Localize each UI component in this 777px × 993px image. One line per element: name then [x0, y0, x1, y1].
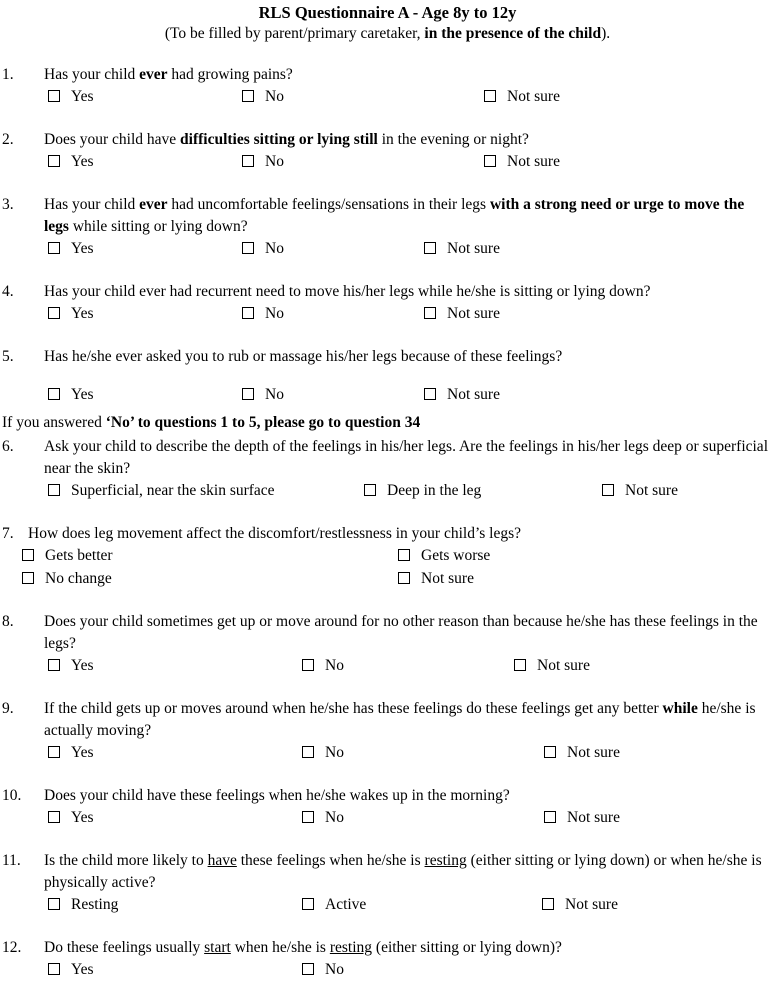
option-label: No — [265, 305, 284, 322]
text-segment: while sitting or lying down? — [68, 218, 248, 235]
option-label: No — [265, 386, 284, 403]
checkbox[interactable] — [48, 898, 60, 910]
checkbox-option-no[interactable] — [242, 240, 284, 258]
question-row — [2, 698, 773, 742]
checkbox[interactable] — [48, 659, 60, 671]
option-label: Not sure — [447, 305, 500, 322]
checkbox-option-yes[interactable] — [48, 657, 94, 675]
question-row — [2, 937, 773, 959]
question-7 — [2, 523, 773, 591]
options-row — [2, 655, 773, 678]
checkbox[interactable] — [364, 484, 376, 496]
checkbox-option-yes[interactable] — [48, 961, 94, 979]
text-segment: If the child gets up or moves around when he/she has these feelings do these feelings get any better — [44, 700, 663, 717]
checkbox[interactable] — [48, 746, 60, 758]
question-11 — [2, 850, 773, 917]
checkbox-option-resting[interactable] — [48, 896, 118, 914]
text-segment: (To be filled by parent/primary caretaker, — [164, 25, 425, 42]
checkbox[interactable] — [484, 155, 496, 167]
checkbox[interactable] — [424, 242, 436, 254]
text-segment: when he/she is — [230, 939, 330, 956]
text-segment: ever — [139, 66, 168, 83]
question-row — [2, 850, 773, 894]
question-number: 11. — [2, 852, 21, 869]
text-segment: in the evening or night? — [377, 131, 529, 148]
option-label: Resting — [71, 896, 119, 913]
checkbox[interactable] — [302, 963, 314, 975]
checkbox-option-not-sure[interactable] — [484, 88, 560, 106]
checkbox[interactable] — [242, 90, 254, 102]
checkbox[interactable] — [602, 484, 614, 496]
checkbox[interactable] — [398, 572, 410, 584]
question-9 — [2, 698, 773, 765]
question-number: 2. — [2, 131, 14, 148]
option-label: Not sure — [447, 240, 500, 257]
checkbox-option-yes[interactable] — [48, 305, 94, 323]
option-label: No change — [45, 570, 112, 587]
checkbox[interactable] — [48, 484, 60, 496]
question-number: 3. — [2, 196, 14, 213]
checkbox[interactable] — [48, 90, 60, 102]
text-segment: with a strong need or urge to move the legs — [44, 196, 745, 235]
option-label: Not sure — [507, 153, 560, 170]
question-text — [44, 850, 773, 894]
checkbox-option-not-sure[interactable] — [514, 657, 590, 675]
options-row — [2, 384, 773, 407]
checkbox-option-gets-worse[interactable] — [398, 547, 490, 565]
question-text — [44, 785, 773, 807]
checkbox[interactable] — [544, 746, 556, 758]
question-10 — [2, 785, 773, 830]
text-segment: ‘No’ to questions 1 to 5, please go to question 34 — [105, 414, 421, 431]
checkbox-option-yes[interactable] — [48, 809, 94, 827]
text-segment: Does your child sometimes get up or move around for no other reason than because he/she has these feelings in the legs? — [44, 613, 758, 652]
checkbox-option-not-sure[interactable] — [484, 153, 560, 171]
question-text — [44, 281, 773, 303]
text-segment: these feelings when he/she is — [236, 852, 425, 869]
question-number: 10. — [2, 787, 22, 804]
option-label: No — [265, 88, 284, 105]
option-label: Yes — [71, 153, 94, 170]
option-label: Active — [325, 896, 367, 913]
text-segment: If you answered — [2, 414, 106, 431]
checkbox-option-not-sure[interactable] — [544, 809, 620, 827]
option-label: Gets worse — [421, 547, 491, 564]
checkbox[interactable] — [48, 155, 60, 167]
text-segment: in the presence of the child — [424, 25, 602, 42]
options-row — [2, 568, 773, 591]
checkbox[interactable] — [544, 811, 556, 823]
question-4 — [2, 281, 773, 326]
checkbox[interactable] — [424, 388, 436, 400]
options-row — [2, 238, 773, 261]
checkbox-option-no-change[interactable] — [22, 570, 112, 588]
text-segment: ever — [139, 196, 168, 213]
option-label: No — [265, 153, 284, 170]
checkbox[interactable] — [48, 963, 60, 975]
option-label: Not sure — [625, 482, 678, 499]
question-row — [2, 611, 773, 655]
checkbox[interactable] — [48, 242, 60, 254]
checkbox[interactable] — [514, 659, 526, 671]
text-segment: Has he/she ever asked you to rub or massage his/her legs because of these feelings? — [44, 348, 563, 365]
options-row — [2, 480, 773, 503]
question-text — [44, 129, 773, 151]
checkbox-option-no[interactable] — [242, 153, 284, 171]
checkbox[interactable] — [242, 242, 254, 254]
checkbox-option-no[interactable] — [302, 744, 344, 762]
option-label: Not sure — [567, 809, 620, 826]
options-row — [2, 303, 773, 326]
question-text — [44, 698, 773, 742]
checkbox[interactable] — [424, 307, 436, 319]
question-row — [2, 785, 773, 807]
question-number: 12. — [2, 939, 22, 956]
checkbox[interactable] — [302, 811, 314, 823]
option-label: Not sure — [447, 386, 500, 403]
question-row — [2, 523, 773, 545]
text-segment: Ask your child to describe the depth of the feelings in his/her legs. Are the feelings in his/her legs deep or superficial near the skin? — [44, 438, 768, 477]
checkbox-option-yes[interactable] — [48, 386, 94, 404]
text-segment: Has your child ever had recurrent need to move his/her legs while he/she is sitting or lying down? — [44, 283, 651, 300]
question-row — [2, 64, 773, 86]
text-segment: (either sitting or lying down)? — [372, 939, 562, 956]
text-segment: Is the child more likely to — [44, 852, 208, 869]
text-segment: had growing pains? — [167, 66, 293, 83]
checkbox-option-active[interactable] — [302, 896, 366, 914]
options-row — [2, 545, 773, 568]
option-label: Gets better — [45, 547, 113, 564]
question-8 — [2, 611, 773, 678]
question-text — [44, 64, 773, 86]
option-label: Superficial, near the skin surface — [71, 482, 275, 499]
checkbox-option-not-sure[interactable] — [424, 305, 500, 323]
question-row — [2, 129, 773, 151]
option-label: No — [325, 809, 344, 826]
checkbox-option-no[interactable] — [302, 809, 344, 827]
checkbox-option-not-sure[interactable] — [398, 570, 474, 588]
checkbox[interactable] — [484, 90, 496, 102]
options-row — [2, 86, 773, 109]
text-segment: while — [662, 700, 698, 717]
checkbox[interactable] — [242, 388, 254, 400]
question-12 — [2, 937, 773, 982]
option-label: Yes — [71, 657, 94, 674]
options-row — [2, 959, 773, 982]
checkbox[interactable] — [22, 572, 34, 584]
checkbox-option-yes[interactable] — [48, 153, 94, 171]
options-row — [2, 807, 773, 830]
text-segment: Has your child — [44, 196, 140, 213]
question-text — [44, 611, 773, 655]
question-number: 9. — [2, 700, 14, 717]
checkbox-option-yes[interactable] — [48, 744, 94, 762]
checkbox-option-not-sure[interactable] — [602, 482, 678, 500]
question-row — [2, 281, 773, 303]
checkbox[interactable] — [22, 549, 34, 561]
text-segment: had uncomfortable feelings/sensations in their legs — [167, 196, 490, 213]
text-segment: he/she is actually moving? — [44, 700, 756, 739]
options-row — [2, 151, 773, 174]
checkbox-option-no[interactable] — [302, 657, 344, 675]
question-3 — [2, 194, 773, 261]
questions-list — [2, 64, 773, 982]
checkbox-option-not-sure[interactable] — [424, 240, 500, 258]
option-label: Yes — [71, 305, 94, 322]
checkbox[interactable] — [48, 388, 60, 400]
question-5 — [2, 346, 773, 407]
question-2 — [2, 129, 773, 174]
option-label: Not sure — [507, 88, 560, 105]
question-number: 5. — [2, 348, 14, 365]
question-row — [2, 346, 773, 368]
text-segment: Do these feelings usually — [44, 939, 205, 956]
checkbox-option-no[interactable] — [242, 386, 284, 404]
option-label: Not sure — [565, 896, 618, 913]
option-label: Yes — [71, 809, 94, 826]
page-subtitle — [2, 23, 773, 44]
checkbox-option-yes[interactable] — [48, 240, 94, 258]
checkbox-option-no[interactable] — [242, 88, 284, 106]
question-number: 8. — [2, 613, 14, 630]
option-label: No — [265, 240, 284, 257]
text-segment: Does your child have these feelings when he/she wakes up in the morning? — [44, 787, 510, 804]
text-segment: Has your child — [44, 66, 140, 83]
question-text — [44, 194, 773, 238]
question-row — [2, 436, 773, 480]
option-label: No — [325, 961, 344, 978]
checkbox[interactable] — [542, 898, 554, 910]
option-label: Yes — [71, 88, 94, 105]
checkbox[interactable] — [242, 307, 254, 319]
question-text — [44, 436, 773, 480]
checkbox[interactable] — [302, 898, 314, 910]
question-number: 7. — [2, 525, 14, 542]
checkbox[interactable] — [242, 155, 254, 167]
checkbox-option-not-sure[interactable] — [542, 896, 618, 914]
checkbox[interactable] — [48, 307, 60, 319]
checkbox[interactable] — [48, 811, 60, 823]
question-text — [28, 523, 773, 545]
text-segment: resting — [329, 939, 373, 956]
text-segment: How does leg movement affect the discomfort/restlessness in your child’s legs? — [28, 525, 522, 542]
text-segment: difficulties sitting or lying still — [180, 131, 378, 148]
question-number: 6. — [2, 438, 14, 455]
checkbox-option-gets-better[interactable] — [22, 547, 113, 565]
text-segment: start — [204, 939, 231, 956]
checkbox-option-not-sure[interactable] — [544, 744, 620, 762]
option-label: Not sure — [537, 657, 590, 674]
question-number: 1. — [2, 66, 14, 83]
text-segment: resting — [424, 852, 467, 869]
option-label: Deep in the leg — [387, 482, 482, 499]
text-segment: Does your child have — [44, 131, 181, 148]
checkbox-option-yes[interactable] — [48, 88, 94, 106]
option-label: Yes — [71, 744, 94, 761]
option-label: Yes — [71, 240, 94, 257]
checkbox-option-deep-in-the-leg[interactable] — [364, 482, 481, 500]
option-label: Not sure — [567, 744, 620, 761]
page-title: RLS Questionnaire A - Age 8y to 12y — [258, 3, 517, 22]
question-row — [2, 194, 773, 238]
options-row — [2, 894, 773, 917]
question-6 — [2, 436, 773, 503]
option-label: No — [325, 744, 344, 761]
checkbox[interactable] — [398, 549, 410, 561]
text-segment: ). — [601, 25, 611, 42]
checkbox-option-not-sure[interactable] — [424, 386, 500, 404]
question-text — [44, 937, 773, 959]
option-label: No — [325, 657, 344, 674]
checkbox-option-superficial-near-the-skin-surface[interactable] — [48, 482, 275, 500]
skip-instruction-note — [2, 412, 773, 434]
checkbox[interactable] — [302, 659, 314, 671]
option-label: Yes — [71, 386, 94, 403]
question-text — [44, 346, 773, 368]
option-label: Yes — [71, 961, 94, 978]
text-segment: (either sitting or lying down) or when he/she is physically active? — [44, 852, 762, 891]
checkbox-option-no[interactable] — [302, 961, 344, 979]
question-1 — [2, 64, 773, 109]
checkbox-option-no[interactable] — [242, 305, 284, 323]
options-row — [2, 742, 773, 765]
question-number: 4. — [2, 283, 14, 300]
option-label: Not sure — [421, 570, 474, 587]
checkbox[interactable] — [302, 746, 314, 758]
text-segment: have — [207, 852, 237, 869]
